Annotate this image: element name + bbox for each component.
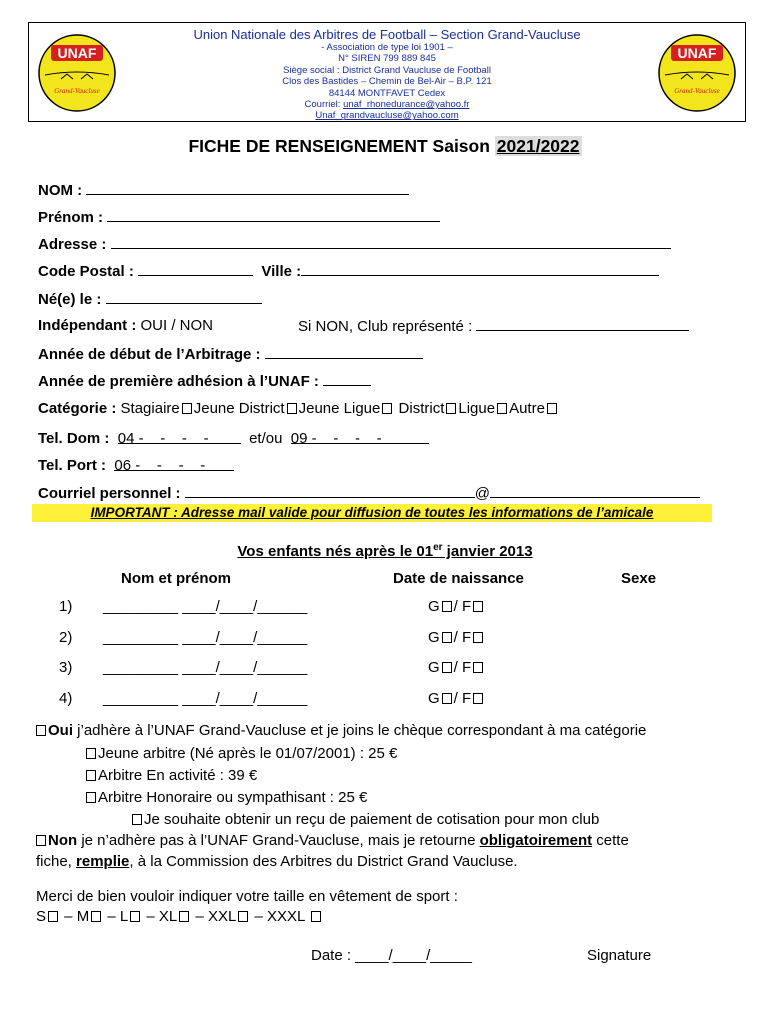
- option-arbitre-honoraire: Arbitre Honoraire ou sympathisant : 25 €: [84, 789, 367, 806]
- svg-text:UNAF: UNAF: [677, 45, 717, 61]
- checkbox-autre[interactable]: [497, 403, 507, 414]
- field-annee-adhesion[interactable]: Année de première adhésion à l’UNAF :: [38, 372, 371, 390]
- checkbox-oui[interactable]: [36, 725, 46, 736]
- checkbox-arbitre-honoraire[interactable]: [86, 792, 96, 803]
- checkbox-recu[interactable]: [132, 814, 142, 825]
- svg-text:UNAF: UNAF: [57, 45, 97, 61]
- field-adresse[interactable]: Adresse :: [38, 235, 671, 253]
- option-recu: Je souhaite obtenir un reçu de paiement de cotisation pour mon club: [130, 811, 599, 828]
- kids-col-sex: Sexe: [621, 570, 657, 587]
- checkbox-arbitre-activite[interactable]: [86, 770, 96, 781]
- checkbox-l[interactable]: [130, 911, 140, 922]
- field-club[interactable]: Si NON, Club représenté :: [298, 317, 689, 335]
- adhesion-non: Non je n’adhère pas à l’UNAF Grand-Vaucluse, mais je retourne obligatoirement cette: [36, 832, 629, 849]
- checkbox-autre-2[interactable]: [547, 403, 557, 414]
- field-tel-dom[interactable]: Tel. Dom : 04 - - - - et/ou 09 - - - -: [38, 430, 429, 447]
- checkbox-jeune-district[interactable]: [182, 403, 192, 414]
- checkbox-xl[interactable]: [179, 911, 189, 922]
- field-tel-port[interactable]: Tel. Port : 06 - - - -: [38, 457, 234, 474]
- checkbox-g[interactable]: [442, 601, 452, 612]
- kids-heading: Vos enfants nés après le 01er janvier 2013: [237, 542, 533, 560]
- adhesion-non-cont: fiche, remplie, à la Commission des Arbitres du District Grand Vaucluse.: [36, 853, 518, 870]
- signature-label: Signature: [587, 947, 652, 964]
- checkbox-g[interactable]: [442, 632, 452, 643]
- email-link-2[interactable]: Unaf_grandvaucluse@yahoo.com: [315, 110, 459, 122]
- checkbox-f[interactable]: [473, 693, 483, 704]
- kid-row[interactable]: 3) _________ ____/____/______ G / F: [59, 659, 72, 676]
- adhesion-oui: Oui j’adhère à l’UNAF Grand-Vaucluse et je joins le chèque correspondant à ma catégorie: [36, 722, 646, 739]
- checkbox-jeune-ligue[interactable]: [287, 403, 297, 414]
- date-field[interactable]: Date : ____/____/_____: [311, 947, 472, 964]
- kid-row[interactable]: 4) _________ ____/____/______ G / F: [59, 690, 72, 707]
- field-annee-debut[interactable]: Année de début de l’Arbitrage :: [38, 345, 423, 363]
- checkbox-jeune-arbitre[interactable]: [86, 748, 96, 759]
- kid-row[interactable]: 2) _________ ____/____/______ G / F: [59, 629, 72, 646]
- checkbox-g[interactable]: [442, 662, 452, 673]
- checkbox-g[interactable]: [442, 693, 452, 704]
- kid-row[interactable]: 1) _________ ____/____/______ G / F: [59, 598, 72, 615]
- checkbox-m[interactable]: [91, 911, 101, 922]
- important-notice: IMPORTANT : Adresse mail valide pour diffusion de toutes les informations de l’amicale: [32, 504, 712, 522]
- taille-options: S – M – L – XL – XXL – XXXL: [36, 908, 323, 925]
- field-courriel[interactable]: Courriel personnel : @: [38, 484, 700, 502]
- unaf-logo: [657, 33, 737, 113]
- checkbox-xxl[interactable]: [238, 911, 248, 922]
- checkbox-f[interactable]: [473, 601, 483, 612]
- checkbox-f[interactable]: [473, 662, 483, 673]
- svg-text:Grand-Vaucluse: Grand-Vaucluse: [674, 87, 720, 95]
- checkbox-ligue[interactable]: [446, 403, 456, 414]
- field-code-postal-ville[interactable]: Code Postal : Ville :: [38, 262, 659, 280]
- field-categorie: Catégorie : Stagiaire Jeune District Jeune Ligue District Ligue Autre: [38, 400, 559, 417]
- field-nom[interactable]: NOM :: [38, 181, 409, 199]
- checkbox-non[interactable]: [36, 835, 46, 846]
- taille-question: Merci de bien vouloir indiquer votre taille en vêtement de sport :: [36, 888, 458, 905]
- letterhead: [28, 22, 746, 122]
- kids-col-date: Date de naissance: [393, 570, 524, 587]
- letterhead-text: Union Nationale des Arbitres de Football – Section Grand-Vaucluse - Association de type loi 1901 – N° SIREN 799 889 845 Siège social : District Grand Vaucluse de Football Clos des Bastides – Chemin de Bel-Air – B.P. 121 84144 MONTFAVET Cedex Courriel: unaf_rhonedurance@yahoo.fr Unaf_grandvaucluse@yahoo.com: [129, 27, 645, 122]
- field-prenom[interactable]: Prénom :: [38, 208, 440, 226]
- form-title: FICHE DE RENSEIGNEMENT Saison 2021/2022: [188, 136, 580, 156]
- unaf-logo: [37, 33, 117, 113]
- field-ne-le[interactable]: Né(e) le :: [38, 290, 262, 308]
- checkbox-f[interactable]: [473, 632, 483, 643]
- svg-text:Grand-Vaucluse: Grand-Vaucluse: [54, 87, 100, 95]
- field-independant[interactable]: Indépendant : OUI / NON: [38, 317, 214, 334]
- email-link-1[interactable]: unaf_rhonedurance@yahoo.fr: [343, 99, 470, 111]
- checkbox-xxxl[interactable]: [311, 911, 321, 922]
- checkbox-s[interactable]: [48, 911, 58, 922]
- checkbox-district[interactable]: [382, 403, 392, 414]
- kids-col-name: Nom et prénom: [121, 570, 232, 587]
- option-arbitre-activite: Arbitre En activité : 39 €: [84, 767, 257, 784]
- option-jeune-arbitre: Jeune arbitre (Né après le 01/07/2001) : 25 €: [84, 745, 397, 762]
